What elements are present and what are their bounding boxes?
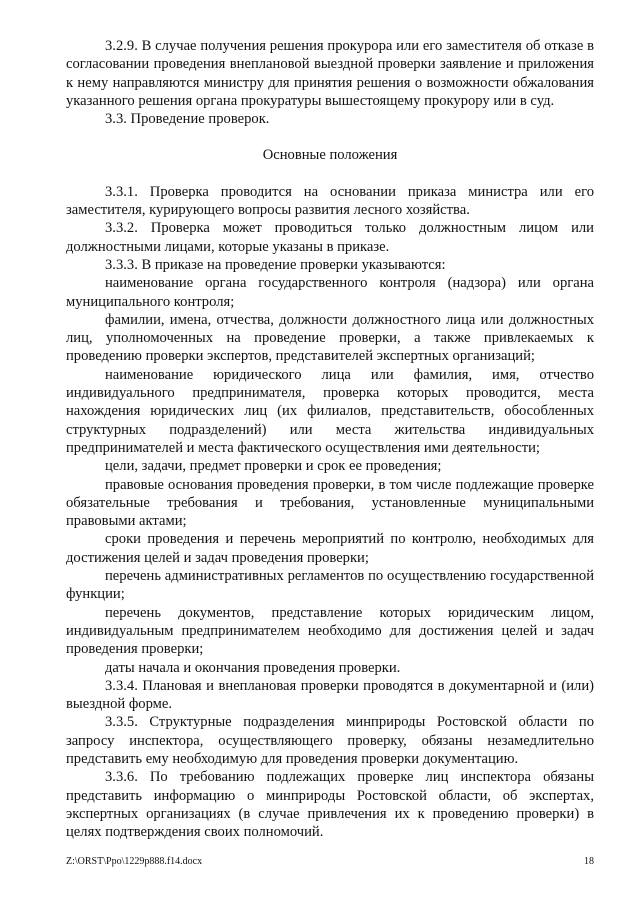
paragraph-3-3: 3.3. Проведение проверок. [105,111,270,128]
footer-file-path: Z:\ORST\Ppo\1229p888.f14.docx [66,856,203,867]
paragraph-3-3-4: 3.3.4. Плановая и внеплановая проверки проводятся в документарной и (или) выездной форме. [66,677,594,713]
list-item-entity: наименование юридического лица или фамилия, имя, отчество индивидуального предпринимателя, проверка которых проводится, места нахождения юридических лиц (их филиалов, представительств, обособленных структурных подразделений) или места жительства индивидуальных предпринимателей и места фактического осуществления ими деятельности; [66,366,594,456]
paragraph-3-3-3: 3.3.3. В приказе на проведение проверки указываются: [105,256,446,273]
paragraph-3-3-5: 3.3.5. Структурные подразделения минприроды Ростовской области по запросу инспектора, осуществляющего проверку, обязаны незамедлительно представить ему необходимую для проведения проверки документацию. [66,714,594,767]
page-footer [66,856,594,867]
paragraph-3-3-1: 3.3.1. Проверка проводится на основании приказа министра или его заместителя, курирующего вопросы развития лесного хозяйства. [66,183,594,219]
paragraph-3-3-6: 3.3.6. По требованию подлежащих проверке лиц инспектора обязаны представить информацию о минприроды Ростовской области, об экспертах, экспертных организациях (в случае привлечения их к проведению проверки) в целях подтверждения своих полномочий. [66,769,594,841]
list-item-legal-basis: правовые основания проведения проверки, в том числе подлежащие проверке обязательные требования и требования, установленные муниципальными правовыми актами; [66,476,594,530]
list-item-terms: сроки проведения и перечень мероприятий по контролю, необходимых для достижения целей и задач проведения проверки; [66,531,594,566]
list-item-authority: наименование органа государственного контроля (надзора) или органа муниципального контроля; [66,275,594,310]
page-number: 18 [584,856,594,867]
list-item-goals: цели, задачи, предмет проверки и срок ее проведения; [105,458,442,475]
section-heading: Основные положения [262,147,398,164]
paragraph-3-3-2: 3.3.2. Проверка может проводиться только должностным лицом или должностными лицами, которые указаны в приказе. [66,220,594,255]
list-item-regulations: перечень административных регламентов по осуществлению государственной функции; [66,568,594,603]
list-item-dates: даты начала и окончания проведения проверки. [105,659,401,676]
document-body [66,37,594,841]
list-item-documents: перечень документов, представление которых юридическим лицом, индивидуальным предпринимателем необходимо для достижения целей и задач проведения проверки; [66,604,594,658]
paragraph-3-2-9: 3.2.9. В случае получения решения прокурора или его заместителя об отказе в согласовании проведения внеплановой выездной проверки заявление и приложения к нему направляются министру для принятия решения о возможности обжалования указанного решения органа прокуратуры вышестоящему прокурору или в суд. [66,38,594,109]
list-item-officials: фамилии, имена, отчества, должности должностного лица или должностных лиц, уполномоченных на проведение проверки, а также привлекаемых к проведению проверки экспертов, представителей экспертных организаций; [66,311,594,365]
